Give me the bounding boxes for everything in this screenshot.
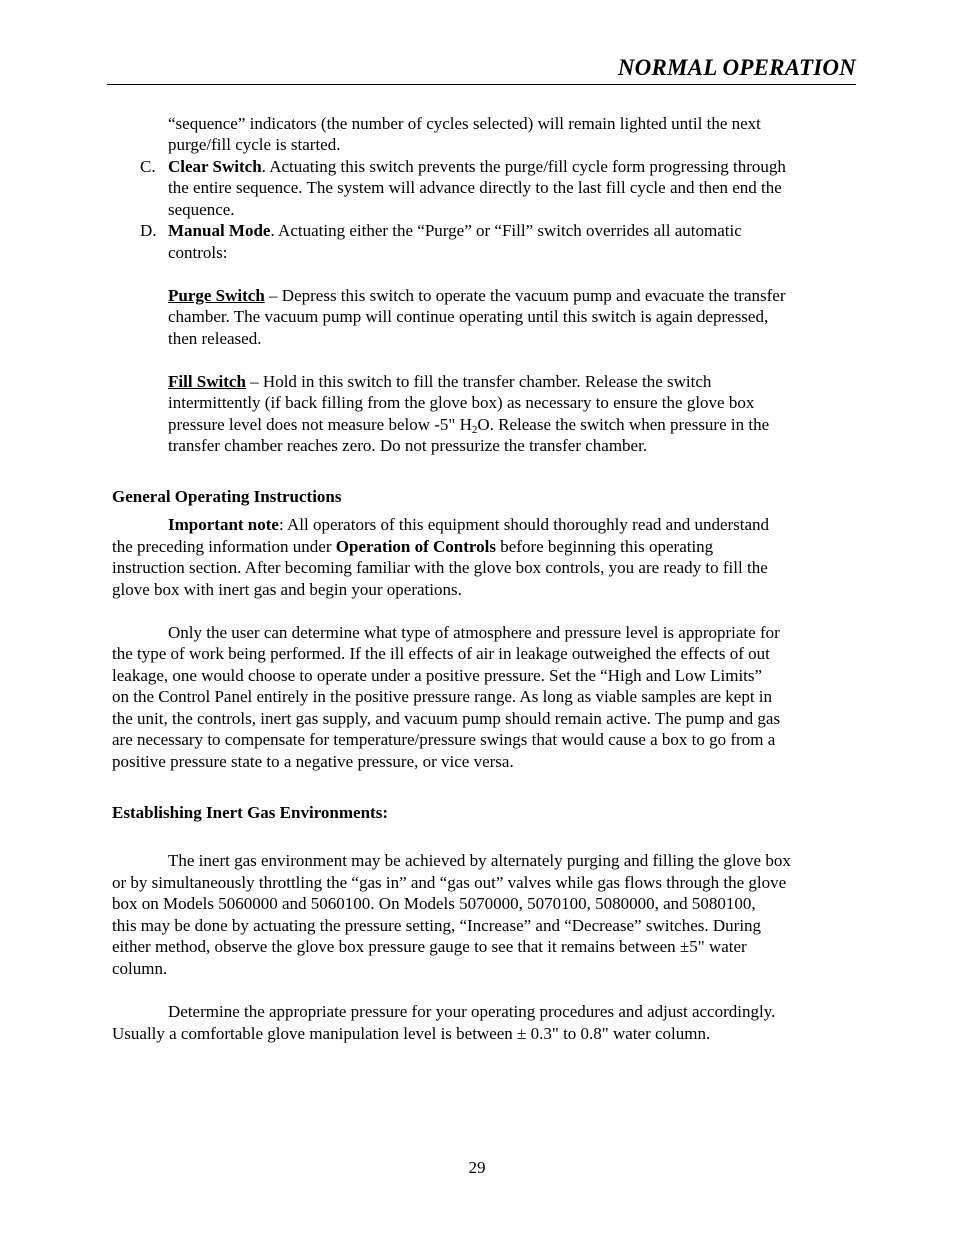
item-d-text-1: . Actuating either the “Purge” or “Fill” switch overrides all automatic bbox=[270, 221, 742, 240]
item-d-line-2: controls: bbox=[168, 243, 228, 262]
general-p1-line-2 bbox=[112, 536, 713, 558]
general-p2-line-6: are necessary to compensate for temperature/pressure swings that would cause a box to go from a bbox=[112, 730, 776, 749]
general-p2-line-5: the unit, the controls, inert gas supply, and vacuum pump should remain active. The pump and gas bbox=[112, 709, 781, 728]
inert-p1-line-4: this may be done by actuating the pressure setting, “Increase” and “Decrease” switches. During bbox=[112, 916, 762, 935]
general-p1-line-4: glove box with inert gas and begin your operations. bbox=[112, 580, 462, 599]
inert-p1-line-3: box on Models 5060000 and 5060100. On Models 5070000, 5070100, 5080000, and 5080100, bbox=[112, 894, 756, 913]
fill-line-4: transfer chamber reaches zero. Do not pressurize the transfer chamber. bbox=[168, 436, 648, 455]
general-heading: General Operating Instructions bbox=[112, 487, 342, 506]
inert-p2-line-2: Usually a comfortable glove manipulation level is between ± 0.3" to 0.8" water column. bbox=[112, 1024, 711, 1043]
inert-p1-line-1: The inert gas environment may be achieved by alternately purging and filling the glove box bbox=[168, 851, 791, 870]
inert-p1-line-6: column. bbox=[112, 959, 168, 978]
purge-switch-title: Purge Switch bbox=[168, 286, 265, 305]
item-c-title: Clear Switch bbox=[168, 157, 262, 176]
operation-of-controls-ref: Operation of Controls bbox=[335, 537, 497, 556]
item-c-letter: C. bbox=[140, 157, 156, 176]
general-p2-line-4: on the Control Panel entirely in the positive pressure range. As long as viable samples are kept in bbox=[112, 687, 773, 706]
general-p2-line-3: leakage, one would choose to operate under a positive pressure. Set the “High and Low Limits” bbox=[112, 666, 763, 685]
purge-line-3: then released. bbox=[168, 329, 262, 348]
item-d-line-1 bbox=[168, 220, 742, 242]
item-d-title: Manual Mode bbox=[168, 221, 271, 240]
inert-heading: Establishing Inert Gas Environments: bbox=[112, 803, 388, 822]
general-p1-line-1 bbox=[168, 514, 769, 536]
general-p1-text-2a: the preceding information under bbox=[112, 537, 336, 556]
item-c-line-1 bbox=[168, 156, 786, 178]
subscript-2: 2 bbox=[471, 424, 478, 436]
purge-line-1 bbox=[168, 285, 785, 307]
continued-line-1: “sequence” indicators (the number of cycles selected) will remain lighted until the next bbox=[168, 114, 761, 133]
inert-p1-line-2: or by simultaneously throttling the “gas in” and “gas out” valves while gas flows through the glove bbox=[112, 873, 787, 892]
header-rule bbox=[107, 84, 856, 85]
general-p1-line-3: instruction section. After becoming familiar with the glove box controls, you are ready to fill the bbox=[112, 558, 768, 577]
fill-text-3b: O. Release the switch when pressure in the bbox=[477, 415, 770, 434]
inert-p2-line-1: Determine the appropriate pressure for your operating procedures and adjust accordingly. bbox=[168, 1002, 776, 1021]
page-number: 29 bbox=[468, 1158, 486, 1177]
purge-line-2: chamber. The vacuum pump will continue operating until this switch is again depressed, bbox=[168, 307, 769, 326]
purge-text-1: – Depress this switch to operate the vacuum pump and evacuate the transfer bbox=[264, 286, 786, 305]
item-c-line-3: sequence. bbox=[168, 200, 235, 219]
inert-p1-line-5: either method, observe the glove box pressure gauge to see that it remains between ±5" water bbox=[112, 937, 747, 956]
general-p2-line-7: positive pressure state to a negative pressure, or vice versa. bbox=[112, 752, 514, 771]
page-header-title: NORMAL OPERATION bbox=[617, 55, 856, 80]
important-note-label: Important note bbox=[168, 515, 279, 534]
item-c-line-2: the entire sequence. The system will advance directly to the last fill cycle and then end the bbox=[168, 178, 782, 197]
item-c-text-1: . Actuating this switch prevents the purge/fill cycle form progressing through bbox=[261, 157, 786, 176]
general-p2-line-2: the type of work being performed. If the ill effects of air in leakage outweighed the effects of out bbox=[112, 644, 770, 663]
fill-line-3 bbox=[168, 414, 769, 436]
fill-text-1: – Hold in this switch to fill the transfer chamber. Release the switch bbox=[245, 372, 712, 391]
fill-switch-title: Fill Switch bbox=[168, 372, 246, 391]
fill-line-2: intermittently (if back filling from the glove box) as necessary to ensure the glove box bbox=[168, 393, 755, 412]
continued-line-2: purge/fill cycle is started. bbox=[168, 135, 341, 154]
fill-text-3a: pressure level does not measure below -5" H bbox=[168, 415, 472, 434]
fill-line-1 bbox=[168, 371, 711, 393]
general-p2-line-1: Only the user can determine what type of atmosphere and pressure level is appropriate for bbox=[168, 623, 780, 642]
general-p1-text-1: : All operators of this equipment should thoroughly read and understand bbox=[278, 515, 770, 534]
item-d-letter: D. bbox=[140, 221, 157, 240]
general-p1-text-2b: before beginning this operating bbox=[496, 537, 714, 556]
